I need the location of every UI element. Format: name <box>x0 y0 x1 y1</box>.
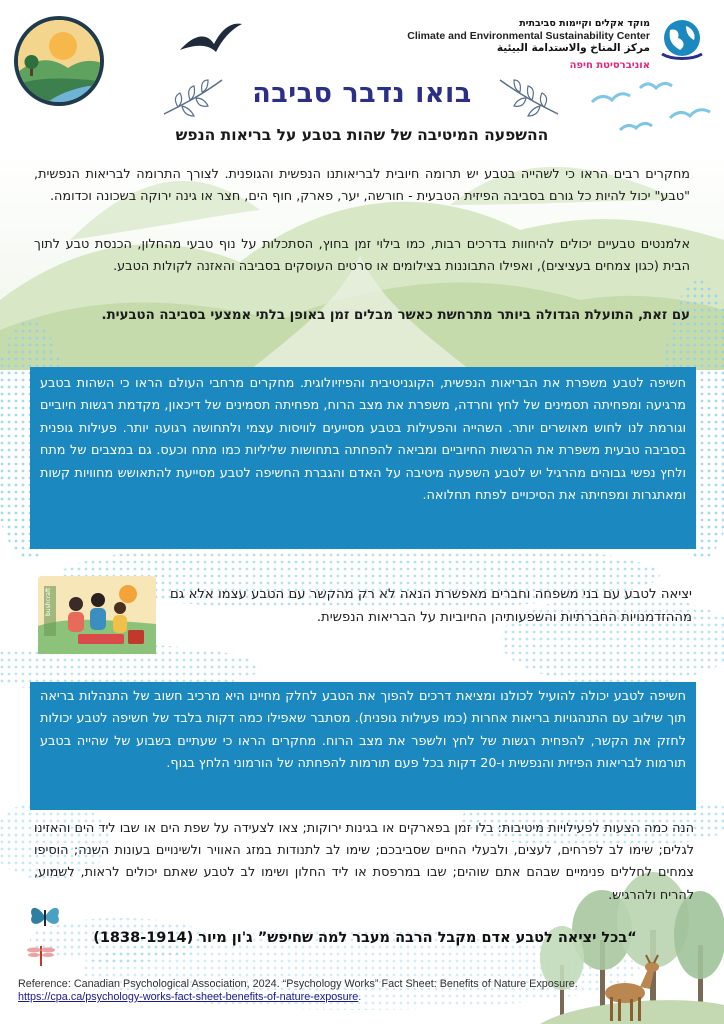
reference-end: . <box>358 991 362 1003</box>
suggestions-paragraph: הנה כמה הצעות לפעילויות מיטיבות: בלו זמן בפארקים או בגינות ירוקות; צאו לצעידה על שפת הים או שבו ליד הים והאזינו לגלים; שימו לב לפרחים, לעצים, ולבעלי החיים שסביבכם; שימו לב לתנודות במזג האוויר ולשינויים בעונות השנה; הוסיפו צמחים לחללים פנימיים שבהם אתם שוהים; שבו במרפסת או ליד החלון ושימו לב לטבע שאתם יכולים לראות, לשמוע, להריח ולהרגיש. <box>34 821 694 903</box>
globe-logo-icon <box>658 16 706 64</box>
family-paragraph: יציאה לטבע עם בני משפחה וחברים מאפשרת הנאה לא רק מהקשר עם הטבע עצמו אלא גם מההזדמנויות החברתיות והשפעותיהן החיוביות על הבריאות הנפשית. <box>170 587 692 625</box>
reference-text: Reference: Canadian Psychological Association, 2024. “Psychology Works” Fact Sheet: Benefits of Nature Exposure. <box>18 978 578 990</box>
benefit-bold-paragraph: עם זאת, התועלת הגדולה ביותר מתרחשת כאשר מבלים זמן באופן בלתי אמצעי בסביבה הטבעית. <box>101 308 690 323</box>
john-muir-quote: “בכל יציאה לטבע אדם מקבל הרבה מעבר למה שחיפש” ג'ון מיור (1838-1914) <box>93 930 637 946</box>
family-picnic-illustration <box>38 576 156 654</box>
elements-paragraph: אלמנטים טבעיים יכולים להיחוות בדרכים רבות, כמו בילוי זמן בחוץ, הסתכלות על נוף טבעי מהחלון, הכנסת טבע לתוך הבית (כגון צמחים בעציצים), ואפילו התבוננות בצילומים או סרטים העוסקים בסביבה והאזנה לקולות הטבע. <box>34 237 690 275</box>
illustration-tag: bushcraft <box>45 587 52 616</box>
butterfly-icon <box>28 904 62 930</box>
center-name-arabic: مركز المناخ والاستدامة البيئية <box>496 42 650 54</box>
exposure-text: חשיפה לטבע משפרת את הבריאות הנפשית, הקוגניטיבית והפיזיולוגית. מחקרים מרחבי העולם הראו כי השהות בטבע מרגיעה ומפחיתה תסמינים של לחץ וחרדה, משפרת את מצב הרוח, מפחיתה תסמינים של דיכאון, מקדמת רגשות חיוביים וגורמת לנו לחוש מאושרים יותר. השהייה והפעילות בטבע מסייעים לוויסות עצמי ולתחושה רגועה יותר. פעילות גופנית בסביבה טבעית משפרת את הרגשות החיוביים ומביאה להפחתה בתחושות שליליות כמו מתח וכעס. גם במצבים של מתח ולחץ נפשי גבוהים מהרגיל יש לטבע השפעה מיטיבה על האדם והגברת החשיפה לטבע מסייעת להתאושש מחוויות קשות ומאתגרות ומפחיתה את הסיכויים לפתח תחלואה. <box>40 376 686 504</box>
bird-icon <box>178 20 244 60</box>
center-header <box>356 16 706 68</box>
routine-text: חשיפה לטבע יכולה להועיל לכולנו ומציאת דרכים להפוך את הטבע לחלק מחיינו היא מרכיב חשוב של התנהלות בריאה תוך שילוב עם התנהגויות בריאות אחרות (כמו פעילות גופנית). מסתבר שאפילו כמה דקות בלבד של חשיפה לטבע יכולות לחזק את הקשר, להפחית רגשות של לחץ ולשפר את מצב הרוח. מחקרים הראו כי שעתיים בשבוע של שהייה בטבע תורמות לבריאות הפיזית והנפשית ו-20 דקות בכל פעם תורמות להפחתה של הורמוני הלחץ בגוף. <box>40 689 686 772</box>
reference-citation <box>18 978 608 1004</box>
intro-paragraph: מחקרים רבים הראו כי לשהייה בטבע יש תרומה חיובית לבריאותנו הנפשית והגופנית. לצורך התרומה לבריאות הנפשית, "טבע" יכול להיות כל גורם בסביבה הפיזית הטבעית - חורשה, יער, פארק, חוף הים, חצר או גינה ירוקה בשכונה וכדומה. <box>34 167 690 205</box>
page-title: בואו נדבר סביבה <box>252 78 472 109</box>
routine-info-box <box>30 682 696 810</box>
exposure-info-box <box>30 367 696 549</box>
university-name: אוניברסיטת חיפה <box>569 60 650 71</box>
landscape-logo <box>14 16 104 106</box>
page-subtitle: ההשפעה המיטיבה של שהות בטבע על בריאות הנפש <box>175 126 549 144</box>
center-name-hebrew: מוקד אקלים וקיימות סביבתית <box>519 18 650 29</box>
reference-link[interactable]: https://cpa.ca/psychology-works-fact-sheet-benefits-of-nature-exposure <box>18 991 359 1003</box>
center-name-english: Climate and Environmental Sustainability Center <box>407 30 650 42</box>
